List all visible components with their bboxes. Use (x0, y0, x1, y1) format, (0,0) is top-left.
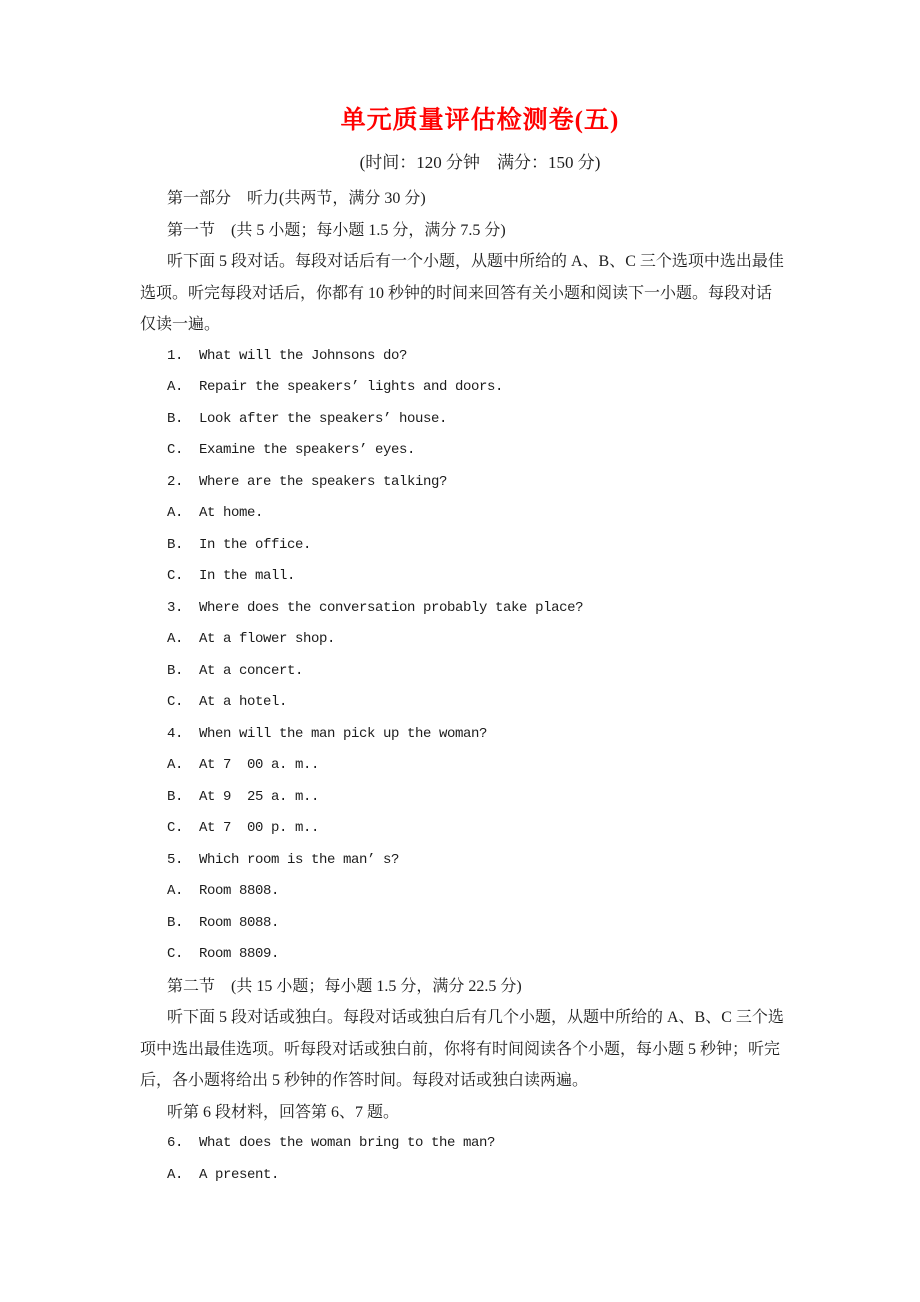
text-line: A. Repair the speakers’ lights and doors. (167, 379, 504, 395)
exam-body (140, 183, 830, 1191)
text-line: 6. What does the woman bring to the man? (167, 1135, 496, 1151)
text-line: 项中选出最佳选项。听每段对话或独白前，你将有时间阅读各个小题，每小题 5 秒钟；听完 (140, 1040, 781, 1058)
text-line: B. Look after the speakers’ house. (167, 410, 448, 427)
text-line: 后，各小题将给出 5 秒钟的作答时间。每段对话或独白读两遍。 (140, 1072, 589, 1089)
page-title: 单元质量评估检测卷(五) (340, 107, 620, 134)
text-line: B. In the office. (167, 536, 312, 553)
text-line: 2. Where are the speakers talking? (167, 473, 448, 490)
text-line: 听下面 5 段对话或独白。每段对话或独白后有几个小题，从题中所给的 A、B、C 三个选 (167, 1009, 784, 1026)
text-line: 第二节 (共 15 小题；每小题 1.5 分，满分 22.5 分) (167, 977, 522, 995)
text-line: 听第 6 段材料，回答第 6、7 题。 (167, 1103, 400, 1121)
text-line: 选项。听完每段对话后，你都有 10 秒钟的时间来回答有关小题和阅读下一小题。每段对话 (140, 284, 773, 302)
text-line: B. At a concert. (167, 662, 304, 679)
text-line: 第一节 (共 5 小题；每小题 1.5 分，满分 7.5 分) (167, 221, 506, 239)
text-line: C. Room 8809. (167, 946, 280, 962)
text-line: C. At a hotel. (167, 694, 288, 710)
text-line: A. At home. (167, 505, 264, 521)
text-line: 5. Which room is the man’ s? (167, 851, 400, 868)
text-line: A. At a flower shop. (167, 631, 336, 647)
text-line: 仅读一遍。 (140, 316, 221, 333)
text-line: A. At 7 00 a. m.. (167, 757, 320, 773)
text-line: B. At 9 25 a. m.. (167, 788, 320, 805)
text-line: C. In the mall. (167, 568, 296, 584)
text-line: A. A present. (167, 1166, 280, 1183)
text-line: 听下面 5 段对话。每段对话后有一个小题，从题中所给的 A、B、C 三个选项中选出最佳 (167, 253, 784, 270)
text-line: A. Room 8808. (167, 883, 280, 899)
text-line: 1. What will the Johnsons do? (167, 347, 408, 364)
text-line: 4. When will the man pick up the woman? (167, 725, 488, 742)
text-line: C. At 7 00 p. m.. (167, 820, 320, 836)
text-line: C. Examine the speakers’ eyes. (167, 442, 416, 458)
text-line: 第一部分 听力(共两节，满分 30 分) (167, 190, 426, 207)
text-line: 3. Where does the conversation probably take place? (167, 599, 584, 616)
exam-time-score-line: (时间：120 分钟 满分：150 分) (359, 153, 601, 172)
text-line: B. Room 8088. (167, 914, 280, 931)
